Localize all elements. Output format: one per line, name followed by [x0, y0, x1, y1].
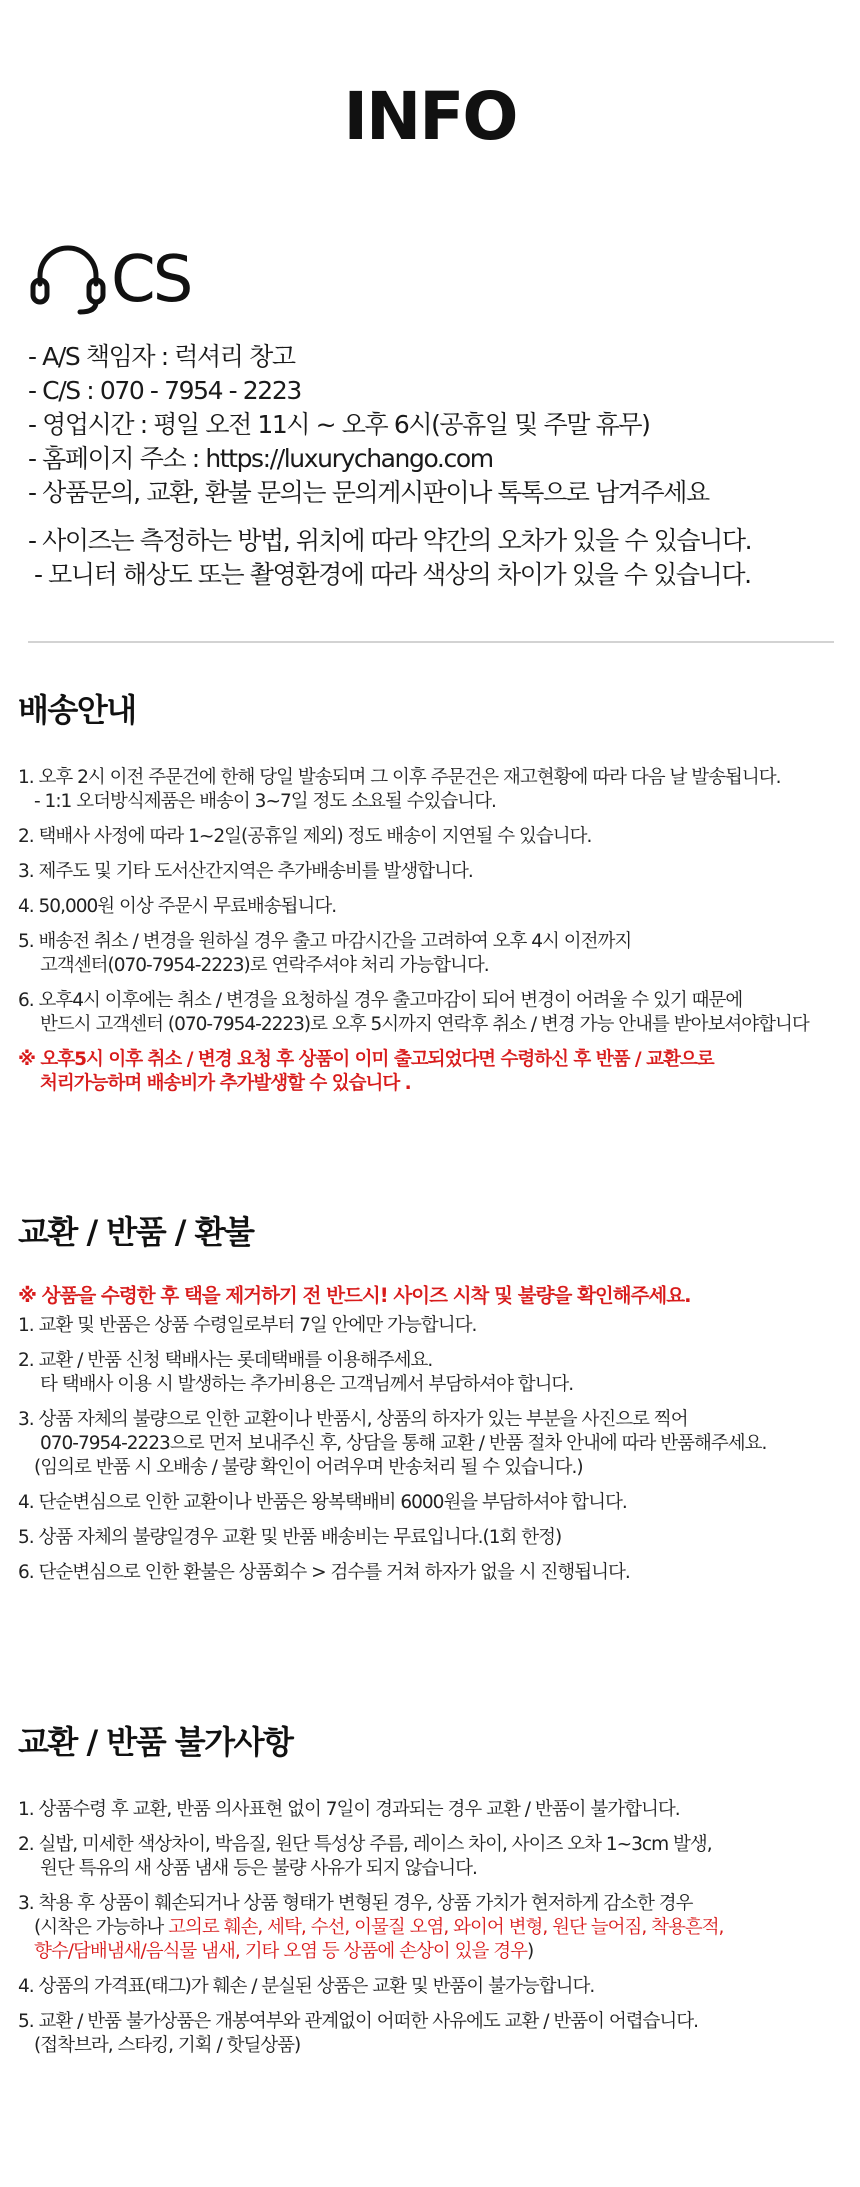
list-item-text: 6. 단순변심으로 인한 환불은 상품회수 > 검수를 거쳐 하자가 없을 시 진행됩니다. — [18, 1562, 630, 1583]
list-item-text: 1. 상품수령 후 교환, 반품 의사표현 없이 7일이 경과되는 경우 교환 / 반품이 불가합니다. — [18, 1799, 680, 1820]
list-item — [18, 825, 848, 849]
list-item — [18, 860, 848, 884]
list-item-text: 원단 특유의 새 상품 냄새 등은 불량 사유가 되지 않습니다. — [40, 1858, 477, 1879]
list-item — [18, 2010, 848, 2058]
cs-line: - A/S 책임자 : 럭셔리 창고 — [28, 342, 295, 371]
cs-info — [28, 340, 838, 592]
list-item-text: 3. 착용 후 상품이 훼손되거나 상품 형태가 변형된 경우, 상품 가치가 현저하게 감소한 경우 — [18, 1893, 693, 1914]
list-item-text: 고객센터(070-7954-2223)로 연락주셔야 처리 가능합니다. — [40, 955, 489, 976]
warning-text: 처리가능하며 배송비가 추가발생할 수 있습니다 . — [40, 1073, 411, 1094]
shipping-warning — [18, 1048, 848, 1096]
page-title: INFO — [343, 78, 517, 155]
list-item-text — [18, 1916, 848, 1940]
exchange-list — [18, 1284, 848, 1596]
list-item — [18, 930, 848, 978]
text-highlight: 고의로 훼손, 세탁, 수선, 이물질 오염, 와이어 변형, 원단 늘어짐, 착용흔적, — [168, 1917, 724, 1938]
shipping-heading: 배송안내 — [18, 691, 136, 729]
list-item-text: (임의로 반품 시 오배송 / 불량 확인이 어려우며 반송처리 될 수 있습니다.) — [34, 1457, 583, 1478]
text-highlight: 향수/담배냄새/음식물 냄새, 기타 오염 등 상품에 손상이 있을 경우 — [34, 1941, 528, 1962]
warning-text: ※ 오후5시 이후 취소 / 변경 요청 후 상품이 이미 출고되었다면 수령하신 후 반품 / 교환으로 — [18, 1049, 714, 1070]
list-item-text: 3. 상품 자체의 불량으로 인한 교환이나 반품시, 상품의 하자가 있는 부분을 사진으로 찍어 — [18, 1409, 688, 1430]
list-item-text: 3. 제주도 및 기타 도서산간지역은 추가배송비를 발생합니다. — [18, 861, 473, 882]
list-item — [18, 1833, 848, 1881]
cs-note: - 모니터 해상도 또는 촬영환경에 따라 색상의 차이가 있을 수 있습니다. — [34, 560, 751, 589]
nonreturn-list — [18, 1798, 848, 2069]
list-item-text: 5. 교환 / 반품 불가상품은 개봉여부와 관계없이 어떠한 사유에도 교환 / 반품이 어렵습니다. — [18, 2011, 699, 2032]
headset-icon — [28, 240, 108, 320]
list-item-text: - 1:1 오더방식제품은 배송이 3~7일 정도 소요될 수있습니다. — [34, 791, 496, 812]
list-item-text: 2. 택배사 사정에 따라 1~2일(공휴일 제외) 정도 배송이 지연될 수 있습니다. — [18, 826, 592, 847]
list-item-text: 5. 상품 자체의 불량일경우 교환 및 반품 배송비는 무료입니다.(1회 한정) — [18, 1527, 562, 1548]
list-item-text — [18, 1940, 848, 1964]
list-item — [18, 766, 848, 814]
list-item — [18, 1892, 848, 1964]
list-item — [18, 1408, 848, 1480]
exchange-section — [18, 1212, 848, 1583]
nonreturn-section — [18, 1722, 848, 2056]
exchange-heading: 교환 / 반품 / 환불 — [18, 1213, 254, 1251]
shipping-list — [18, 766, 848, 1107]
list-item — [18, 1975, 848, 1999]
list-item-text: 070-7954-2223으로 먼저 보내주신 후, 상담을 통해 교환 / 반품 절차 안내에 따라 반품해주세요. — [40, 1433, 767, 1454]
list-item-text: 4. 상품의 가격표(태그)가 훼손 / 분실된 상품은 교환 및 반품이 불가능합니다. — [18, 1976, 595, 1997]
list-item — [18, 989, 848, 1037]
nonreturn-heading: 교환 / 반품 불가사항 — [18, 1723, 293, 1761]
list-item-text: 5. 배송전 취소 / 변경을 원하실 경우 출고 마감시간을 고려하여 오후 4시 이전까지 — [18, 931, 632, 952]
cs-line: - 영업시간 : 평일 오전 11시 ~ 오후 6시(공휴일 및 주말 휴무) — [28, 410, 650, 439]
list-item — [18, 1798, 848, 1822]
text-plain: ) — [527, 1941, 534, 1962]
list-item — [18, 895, 848, 919]
cs-line: - 상품문의, 교환, 환불 문의는 문의게시판이나 톡톡으로 남겨주세요 — [28, 478, 709, 507]
list-item-text: 4. 50,000원 이상 주문시 무료배송됩니다. — [18, 896, 337, 917]
cs-note: - 사이즈는 측정하는 방법, 위치에 따라 약간의 오차가 있을 수 있습니다. — [28, 526, 752, 555]
exchange-warning — [18, 1284, 848, 1308]
divider — [28, 641, 834, 643]
list-item-text: 2. 실밥, 미세한 색상차이, 박음질, 원단 특성상 주름, 레이스 차이, 사이즈 오차 1~3cm 발생, — [18, 1834, 712, 1855]
list-item-text: 반드시 고객센터 (070-7954-2223)로 오후 5시까지 연락후 취소 / 변경 가능 안내를 받아보셔야합니다 — [40, 1014, 809, 1035]
list-item — [18, 1349, 848, 1397]
text-plain: (시착은 가능하나 — [34, 1917, 169, 1938]
list-item-text: 4. 단순변심으로 인한 교환이나 반품은 왕복택배비 6000원을 부담하셔야 합니다. — [18, 1492, 627, 1513]
list-item — [18, 1561, 848, 1585]
cs-line: - C/S : 070 - 7954 - 2223 — [28, 376, 301, 405]
warning-text: ※ 상품을 수령한 후 택을 제거하기 전 반드시! 사이즈 시착 및 불량을 확인해주세요. — [18, 1284, 691, 1307]
cs-label: CS — [111, 243, 191, 317]
list-item — [18, 1491, 848, 1515]
list-item — [18, 1526, 848, 1550]
shipping-section — [18, 690, 848, 1094]
cs-line: - 홈페이지 주소 : https://luxurychango.com — [28, 444, 493, 473]
list-item-text: 2. 교환 / 반품 신청 택배사는 롯데택배를 이용해주세요. — [18, 1350, 433, 1371]
list-item-text: (접착브라, 스타킹, 기획 / 핫딜상품) — [34, 2035, 301, 2056]
list-item-text: 6. 오후4시 이후에는 취소 / 변경을 요청하실 경우 출고마감이 되어 변경이 어려울 수 있기 때문에 — [18, 990, 743, 1011]
list-item — [18, 1314, 848, 1338]
list-item-text: 1. 오후 2시 이전 주문건에 한해 당일 발송되며 그 이후 주문건은 재고현황에 따라 다음 날 발송됩니다. — [18, 767, 781, 788]
list-item-text: 1. 교환 및 반품은 상품 수령일로부터 7일 안에만 가능합니다. — [18, 1315, 477, 1336]
list-item-text: 타 택배사 이용 시 발생하는 추가비용은 고객님께서 부담하셔야 합니다. — [40, 1374, 574, 1395]
